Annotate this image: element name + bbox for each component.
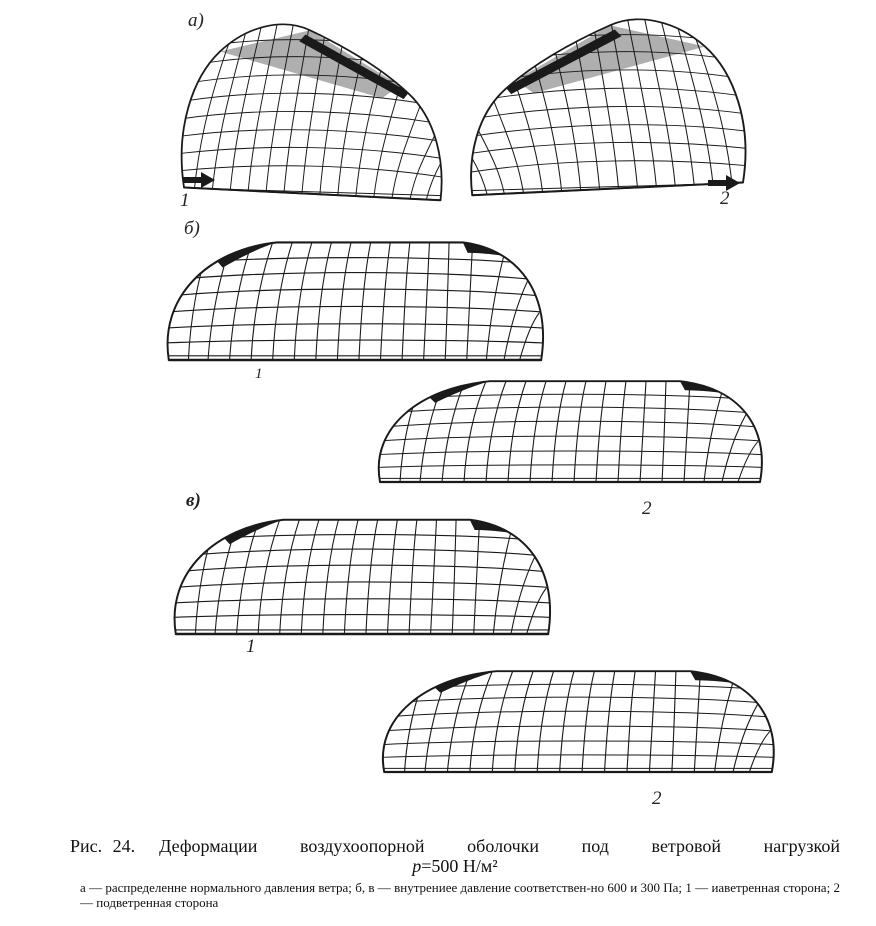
panel-a-leeward-view (458, 17, 762, 200)
panel-c-shell-2 (374, 670, 782, 772)
panel-b-shell-1 (159, 241, 551, 360)
label-2-leeward-a: 2 (720, 188, 730, 209)
label-2-panel-b: 2 (642, 498, 652, 519)
panel-a-label: а) (188, 10, 204, 31)
label-1-panel-c: 1 (246, 636, 256, 657)
panel-b-label: б) (184, 218, 200, 239)
formula-value: =500 Н/м² (421, 856, 498, 876)
caption-title: Деформации воздухоопорной оболочки под ветровой нагрузкой (159, 836, 840, 856)
panel-c-label: в) (186, 490, 201, 511)
formula-variable: p (412, 856, 422, 876)
caption-formula (70, 856, 840, 876)
label-1-windward-a: 1 (180, 190, 190, 211)
wind-arrow-left-icon (183, 172, 215, 188)
caption-number: Рис. 24. (70, 836, 136, 856)
panel-b-shell-2 (370, 380, 770, 482)
label-2-panel-c: 2 (652, 788, 662, 809)
figure-legend: а — распределенне нормального давления ветра; б, в — внутрениее давление соответствен-но 600 и 300 Па; 1 — иаветренная сторона; 2 — подветренная сторона (80, 880, 840, 910)
panel-c-shell-1 (166, 519, 558, 634)
figure-caption (70, 836, 840, 876)
label-1-panel-b: 1 (255, 366, 263, 382)
